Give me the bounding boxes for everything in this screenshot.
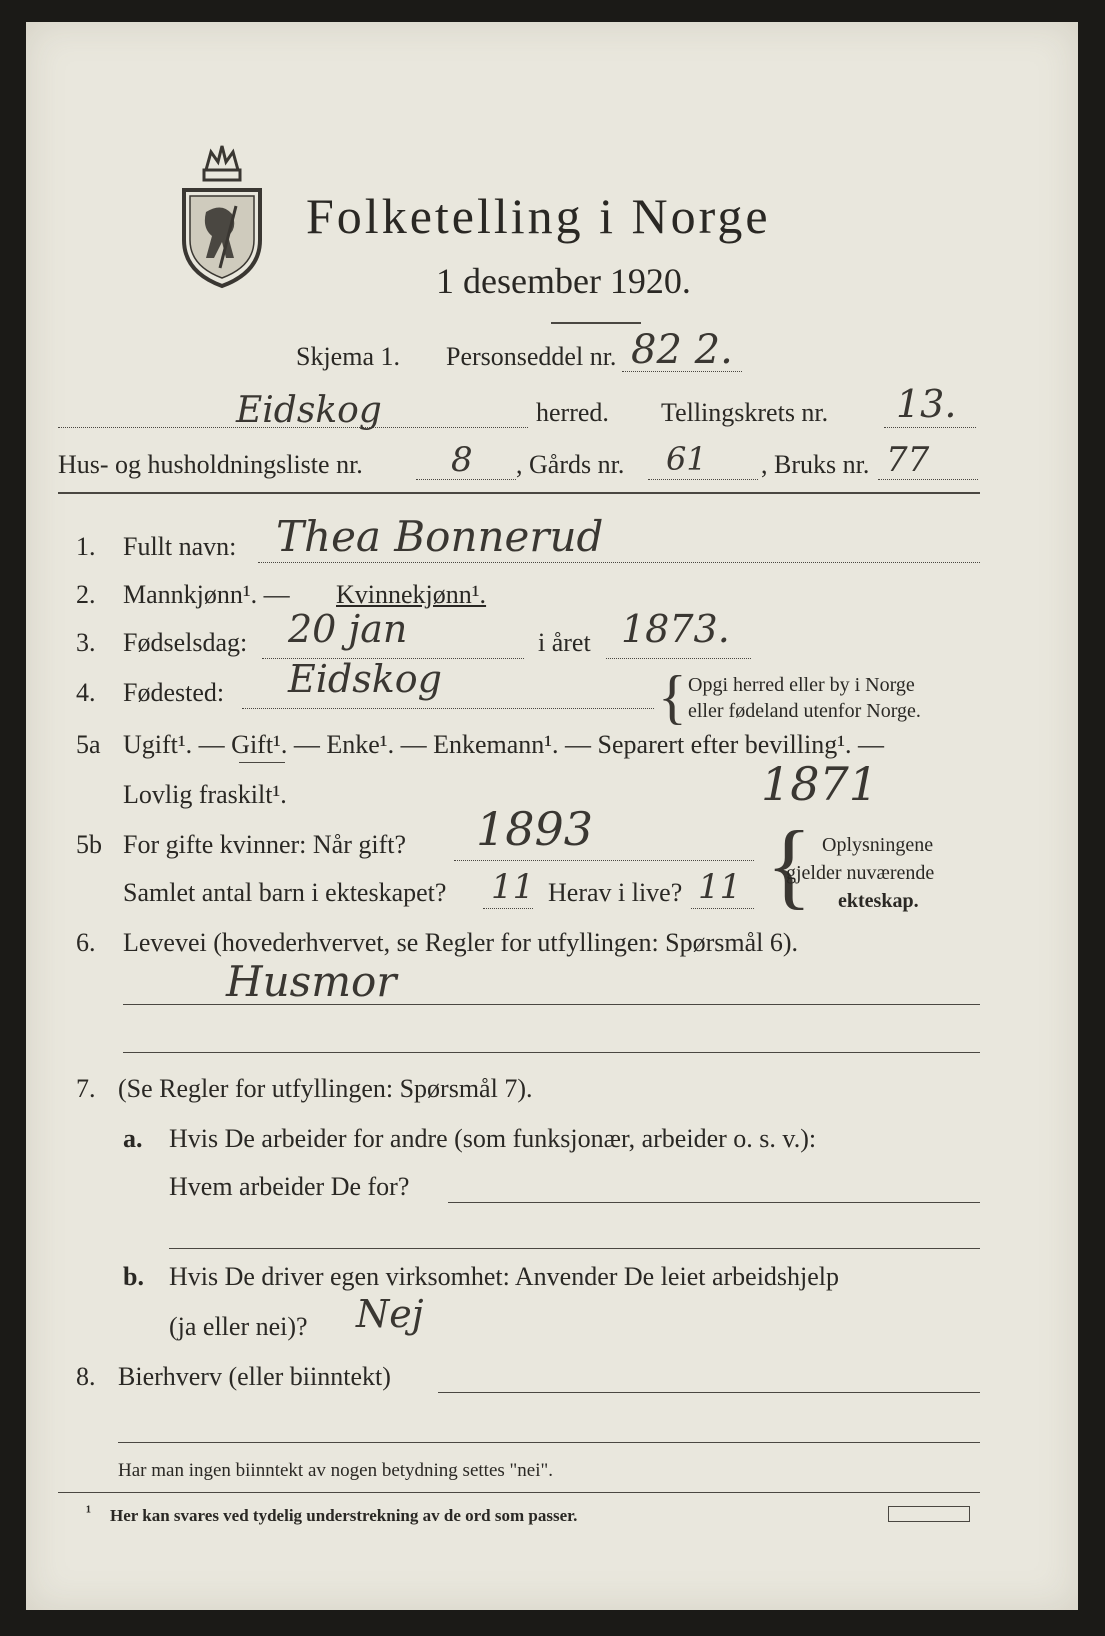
q4-number: 4. (76, 678, 96, 707)
q7b-line2: (ja eller nei)? (169, 1312, 308, 1341)
q6-number: 6. (76, 928, 96, 957)
footer-note: Har man ingen biinntekt av nogen betydning settes "nei". (118, 1460, 553, 1481)
form-title: Folketelling i Norge (306, 188, 771, 244)
q3-value: 20 jan (288, 607, 408, 651)
tellingskrets-label: Tellingskrets nr. (661, 398, 829, 427)
skjema-label: Skjema 1. (296, 342, 400, 371)
q5a-number: 5a (76, 730, 101, 759)
q5b-value: 1893 (476, 802, 594, 856)
herred-value: Eidskog (236, 390, 382, 431)
footnote-mark: ¹ (86, 1502, 92, 1521)
q5b-children-label: Samlet antal barn i ekteskapet? (123, 878, 447, 907)
q8-line (438, 1392, 980, 1393)
tellingskrets-line (884, 427, 976, 428)
q3-year-line (606, 658, 751, 659)
q2-female-underlined: Kvinnekjønn¹. (336, 580, 487, 609)
q5b-children-value: 11 (491, 867, 535, 907)
q5b-children-line (483, 908, 533, 909)
herred-label: herred. (536, 398, 609, 427)
q3-year-value: 1873. (621, 607, 730, 651)
q7-label: (Se Regler for utfyllingen: Spørsmål 7). (118, 1074, 533, 1103)
q8-label: Bierhverv (eller biinntekt) (118, 1362, 391, 1391)
q5b-margin-note: 1871 (761, 757, 879, 811)
personseddel-label: Personseddel nr. (446, 342, 617, 371)
q5a-line2: Lovlig fraskilt¹. (123, 780, 287, 809)
q5b-alive-value: 11 (698, 867, 742, 907)
q4-brace: { (658, 664, 687, 730)
q7-number: 7. (76, 1074, 96, 1103)
q7b-value: Nej (356, 1292, 424, 1336)
q7a-line1: Hvis De arbeider for andre (som funksjonær, arbeider o. s. v.): (169, 1124, 817, 1153)
q7a-line-2 (169, 1248, 980, 1249)
hus-label: Hus- og husholdningsliste nr. (58, 450, 363, 479)
q4-line (242, 708, 654, 709)
q1-label: Fullt navn: (123, 532, 237, 561)
q7a-line (448, 1202, 980, 1203)
hus-value: 8 (451, 440, 473, 480)
q2-number: 2. (76, 580, 96, 609)
bruks-value: 77 (886, 440, 930, 480)
title-divider (551, 322, 641, 324)
q6-line-1 (123, 1004, 980, 1005)
q5a-line1: Ugift¹. — Gift¹. — Enke¹. — Enkemann¹. — Separert efter bevilling¹. — (123, 730, 885, 759)
gards-value: 61 (666, 440, 707, 478)
q4-value: Eidskog (288, 657, 442, 701)
q6-value: Husmor (226, 957, 397, 1006)
q5b-note-3: ekteskap. (838, 890, 919, 912)
tellingskrets-value: 13. (896, 382, 957, 426)
q5b-note-1: Oplysningene (822, 834, 934, 856)
q5b-line (454, 860, 754, 861)
gards-label: , Gårds nr. (516, 450, 625, 479)
q4-note-2: eller fødeland utenfor Norge. (688, 700, 921, 722)
q6-label: Levevei (hovederhvervet, se Regler for utfyllingen: Spørsmål 6). (123, 928, 799, 957)
gift-underline (239, 762, 285, 763)
header-divider (58, 492, 980, 494)
footnote: Her kan svares ved tydelig understrekning av de ord som passer. (110, 1506, 578, 1525)
gards-line (648, 479, 758, 480)
q2-male: Mannkjønn¹. — (123, 580, 290, 609)
q4-note-1: Opgi herred eller by i Norge (688, 674, 915, 696)
q5b-note-2: gjelder nuværende (786, 862, 935, 884)
q6-line-2 (123, 1052, 980, 1053)
q4-label: Fødested: (123, 678, 225, 707)
q3-year-label: i året (538, 628, 591, 657)
q8-number: 8. (76, 1362, 96, 1391)
q3-number: 3. (76, 628, 96, 657)
census-date: 1 desember 1920. (436, 261, 691, 301)
q5b-number: 5b (76, 830, 102, 859)
q7b-line1: Hvis De driver egen virksomhet: Anvender De leiet arbeidshjelp (169, 1262, 840, 1291)
personseddel-value: 82 2. (631, 327, 733, 373)
coat-of-arms-icon (176, 140, 268, 290)
q7a-number: a. (123, 1124, 143, 1153)
q5b-alive-label: Herav i live? (548, 878, 683, 907)
printer-stamp (888, 1506, 970, 1522)
bruks-label: , Bruks nr. (761, 450, 870, 479)
q5b-alive-line (691, 908, 754, 909)
q1-number: 1. (76, 532, 96, 561)
census-form (26, 22, 1078, 1610)
q7a-line2: Hvem arbeider De for? (169, 1172, 410, 1201)
footer-divider (58, 1492, 980, 1493)
q3-label: Fødselsdag: (123, 628, 248, 657)
q7b-number: b. (123, 1262, 144, 1291)
q5b-brace: { (766, 811, 813, 918)
q5b-label: For gifte kvinner: Når gift? (123, 830, 407, 859)
q1-value: Thea Bonnerud (276, 512, 604, 561)
q8-line-2 (118, 1442, 980, 1443)
q1-line (258, 562, 980, 563)
